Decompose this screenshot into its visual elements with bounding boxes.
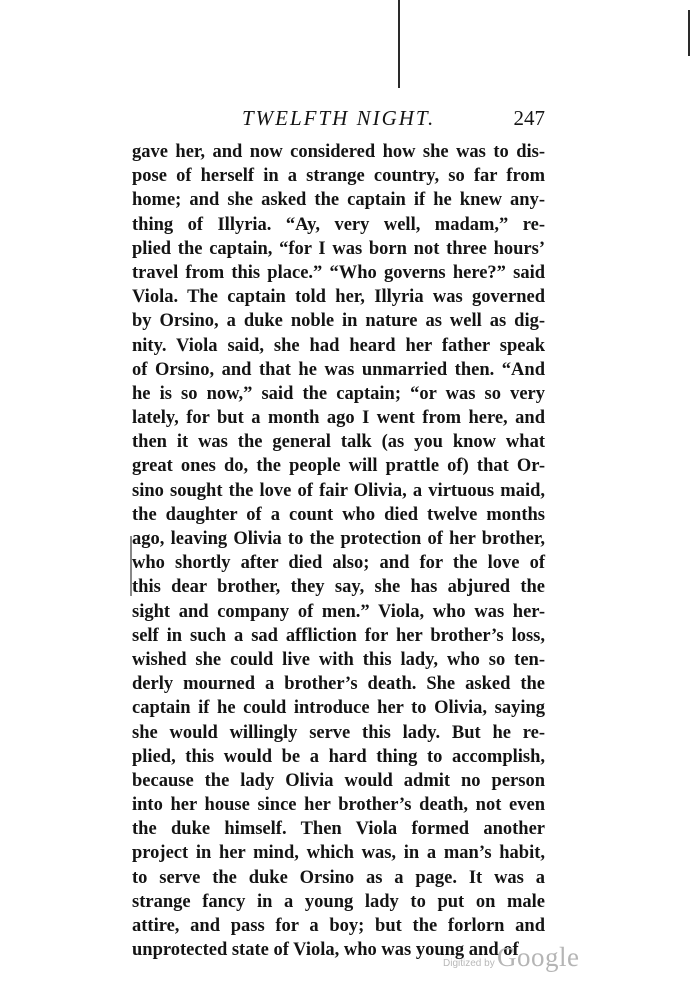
text-line: plied, this would be a hard thing to accomplish, (132, 746, 545, 767)
text-line: pose of herself in a strange country, so far from (132, 166, 545, 187)
text-line: sino sought the love of fair Olivia, a virtuous maid, (132, 480, 545, 501)
body-text (132, 140, 545, 962)
scan-mark-top (398, 0, 400, 88)
text-line: because the lady Olivia would admit no person (132, 770, 545, 791)
text-line: the daughter of a count who died twelve months (132, 504, 545, 525)
scan-mark-right (688, 10, 690, 56)
text-line: she would willingly serve this lady. But he re- (132, 722, 545, 743)
text-line: by Orsino, a duke noble in nature as well as dig- (132, 311, 545, 332)
text-line: plied the captain, “for I was born not three hours’ (132, 238, 545, 259)
text-line: this dear brother, they say, she has abjured the (132, 577, 545, 598)
text-line: sight and company of men.” Viola, who was her- (132, 601, 545, 622)
text-line: Viola. The captain told her, Illyria was governed (132, 287, 545, 308)
text-line: into her house since her brother’s death, not even (132, 795, 545, 816)
text-line: then it was the general talk (as you know what (132, 432, 545, 453)
text-line: great ones do, the people will prattle of) that Or- (132, 456, 545, 477)
text-line: travel from this place.” “Who governs here?” said (132, 262, 545, 283)
text-line: wished she could live with this lady, who so ten- (132, 649, 545, 670)
text-line: ago, leaving Olivia to the protection of her brother, (132, 529, 545, 549)
text-line: to serve the duke Orsino as a page. It was a (132, 867, 545, 888)
text-line: unprotected state of Viola, who was young and of (132, 940, 519, 961)
text-line: the duke himself. Then Viola formed another (132, 819, 545, 840)
page-header (132, 106, 545, 132)
text-line: he is so now,” said the captain; “or was so very (132, 383, 545, 404)
text-line: who shortly after died also; and for the love of (132, 553, 545, 574)
text-line: strange fancy in a young lady to put on male (132, 891, 545, 912)
text-line: captain if he could introduce her to Olivia, saying (132, 698, 545, 719)
page-number: 247 (513, 106, 545, 130)
text-line: derly mourned a brother’s death. She asked the (132, 674, 545, 695)
digitized-by-google-watermark (443, 942, 593, 982)
text-line: thing of Illyria. “Ay, very well, madam,” re- (132, 214, 545, 235)
text-line: home; and she asked the captain if he knew any- (132, 190, 545, 211)
text-line: attire, and pass for a boy; but the forlorn and (132, 916, 545, 936)
text-line: self in such a sad affliction for her brother’s loss, (132, 625, 545, 646)
text-line: of Orsino, and that he was unmarried then. “And (132, 359, 545, 380)
text-line: lately, for but a month ago I went from here, and (132, 408, 545, 429)
google-logo: Google (497, 942, 580, 972)
running-title: TWELFTH NIGHT. (242, 106, 436, 130)
text-line: gave her, and now considered how she was to dis- (132, 142, 545, 162)
text-line: nity. Viola said, she had heard her father speak (132, 335, 545, 356)
watermark-prefix: Digitized by (443, 958, 495, 969)
text-line: project in her mind, which was, in a man’s habit, (132, 843, 545, 864)
